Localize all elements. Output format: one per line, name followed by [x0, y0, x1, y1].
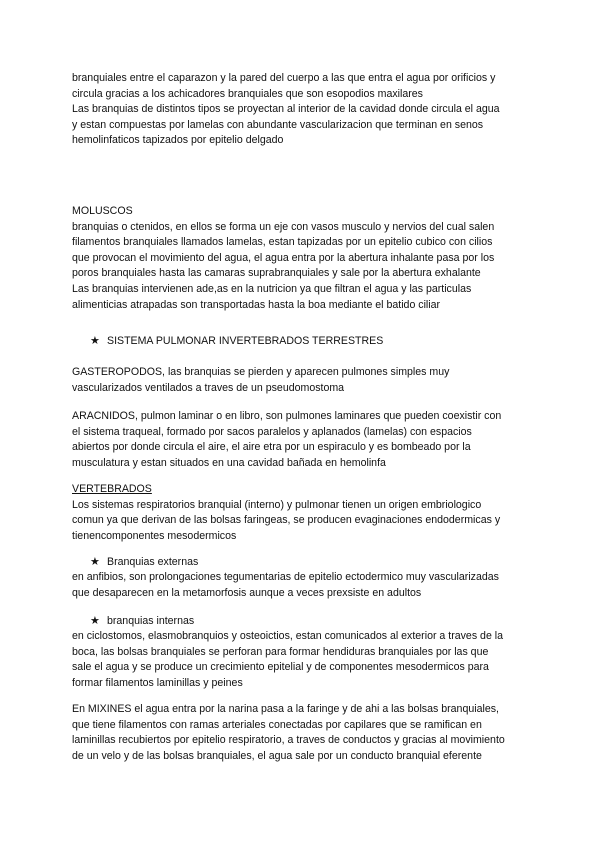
section-heading-vertebrados: VERTEBRADOS: [72, 483, 152, 495]
text-line: formar filamentos laminillas y peines: [72, 676, 243, 689]
text-line: y estan compuestas por lamelas con abundante vascularizacion que terminan en senos: [72, 118, 484, 131]
text-line: alimenticias atrapadas son transportadas hasta la boa mediante el batido ciliar: [72, 298, 441, 311]
text-line: boca, las bolsas branquiales se perforan para formar hendiduras branquiales por las que: [72, 645, 489, 658]
text-line: En MIXINES el agua entra por la narina pasa a la faringe y de ahi a las bolsas branquiales,: [72, 703, 499, 715]
text-line: filamentos branquiales llamados lamelas, estan tapizadas por un epitelio cubico con cilios: [72, 236, 493, 249]
text-line: vascularizados ventilados a traves de un pseudomostoma: [72, 381, 345, 394]
text-line: Los sistemas respiratorios branquial (interno) y pulmonar tienen un origen embriologico: [72, 498, 482, 511]
text-line: branquias o ctenidos, en ellos se forma un eje con vasos musculo y nervios del cual salen: [72, 220, 495, 233]
paragraph-gasteropodos: [72, 365, 532, 396]
star-bullet-icon: ★: [90, 335, 100, 347]
text-line: Las branquias de distintos tipos se proyectan al interior de la cavidad donde circula el agua: [72, 103, 500, 116]
text-line: en ciclostomos, elasmobranquios y osteoictios, estan comunicados al exterior a traves de la: [72, 630, 504, 642]
text-line: el sistema traqueal, formado por sacos paralelos y aplanados (lamelas) con espacios: [72, 425, 472, 438]
text-line: en anfibios, son prolongaciones tegumentarias de epitelio ectodermico muy vascularizadas: [72, 571, 499, 583]
text-line: GASTEROPODOS, las branquias se pierden y aparecen pulmones simples muy: [72, 366, 450, 378]
text-line: que tiene filamentos con ramas arteriales conectadas por capilares que se ramifican en: [72, 718, 482, 731]
bullet-sistema-pulmonar: [90, 334, 383, 350]
text-line: musculatura y estan situados en una cavidad bañada en hemolinfa: [72, 456, 386, 469]
text-line: de un velo y de las bolsas branquiales, el agua sale por un conducto branquial eferente: [72, 749, 482, 762]
paragraph-branquias-externas: [72, 570, 532, 601]
text-line: sale el agua y se produce un crecimiento epitelial y de componentes mesodermicos para: [72, 661, 489, 674]
text-line: tienencomponentes mesodermicos: [72, 529, 237, 542]
bullet-text: SISTEMA PULMONAR INVERTEBRADOS TERRESTRES: [107, 335, 384, 347]
paragraph-mixines: [72, 702, 532, 764]
paragraph-aracnidos: [72, 409, 532, 471]
text-line: que provocan el movimiento del agua, el agua entra por la abertura inhalante pasa por los: [72, 251, 495, 264]
bullet-branquias-internas: [90, 614, 194, 630]
text-line: laminillas recubiertos por epitelio respiratorio, a traves de conductos y gracias al movimiento: [72, 734, 505, 747]
text-line: branquiales entre el caparazon y la pared del cuerpo a las que entra el agua por orificios y: [72, 72, 496, 84]
bullet-text: branquias internas: [107, 615, 195, 627]
text-line: comun ya que derivan de las bolsas faringeas, se producen evaginaciones endodermicas y: [72, 514, 501, 527]
paragraph-crustacean-gills: [72, 71, 532, 149]
paragraph-branquias-internas: [72, 629, 532, 691]
paragraph-vertebrados: [72, 482, 532, 544]
text-line: poros branquiales hasta las camaras suprabranquiales y sale por la abertura exhalante: [72, 267, 481, 280]
star-bullet-icon: ★: [90, 556, 100, 568]
star-bullet-icon: ★: [90, 615, 100, 627]
text-line: ARACNIDOS, pulmon laminar o en libro, son pulmones laminares que pueden coexistir con: [72, 410, 502, 422]
text-line: abiertos por donde circula el aire, el aire etra por un espiraculo y es bombeado por la: [72, 441, 471, 454]
bullet-text: Branquias externas: [107, 556, 199, 568]
paragraph-moluscos: [72, 204, 532, 313]
text-line: Las branquias intervienen ade,as en la nutricion ya que filtran el agua y las particulas: [72, 282, 472, 295]
bullet-branquias-externas: [90, 555, 198, 571]
text-line: que desaparecen en la metamorfosis aunque a veces prexsiste en adultos: [72, 586, 422, 599]
section-heading-moluscos: MOLUSCOS: [72, 205, 133, 217]
text-line: hemolinfaticos tapizados por epitelio delgado: [72, 134, 284, 147]
text-line: circula gracias a los achicadores branquiales que son esopodios maxilares: [72, 87, 423, 100]
